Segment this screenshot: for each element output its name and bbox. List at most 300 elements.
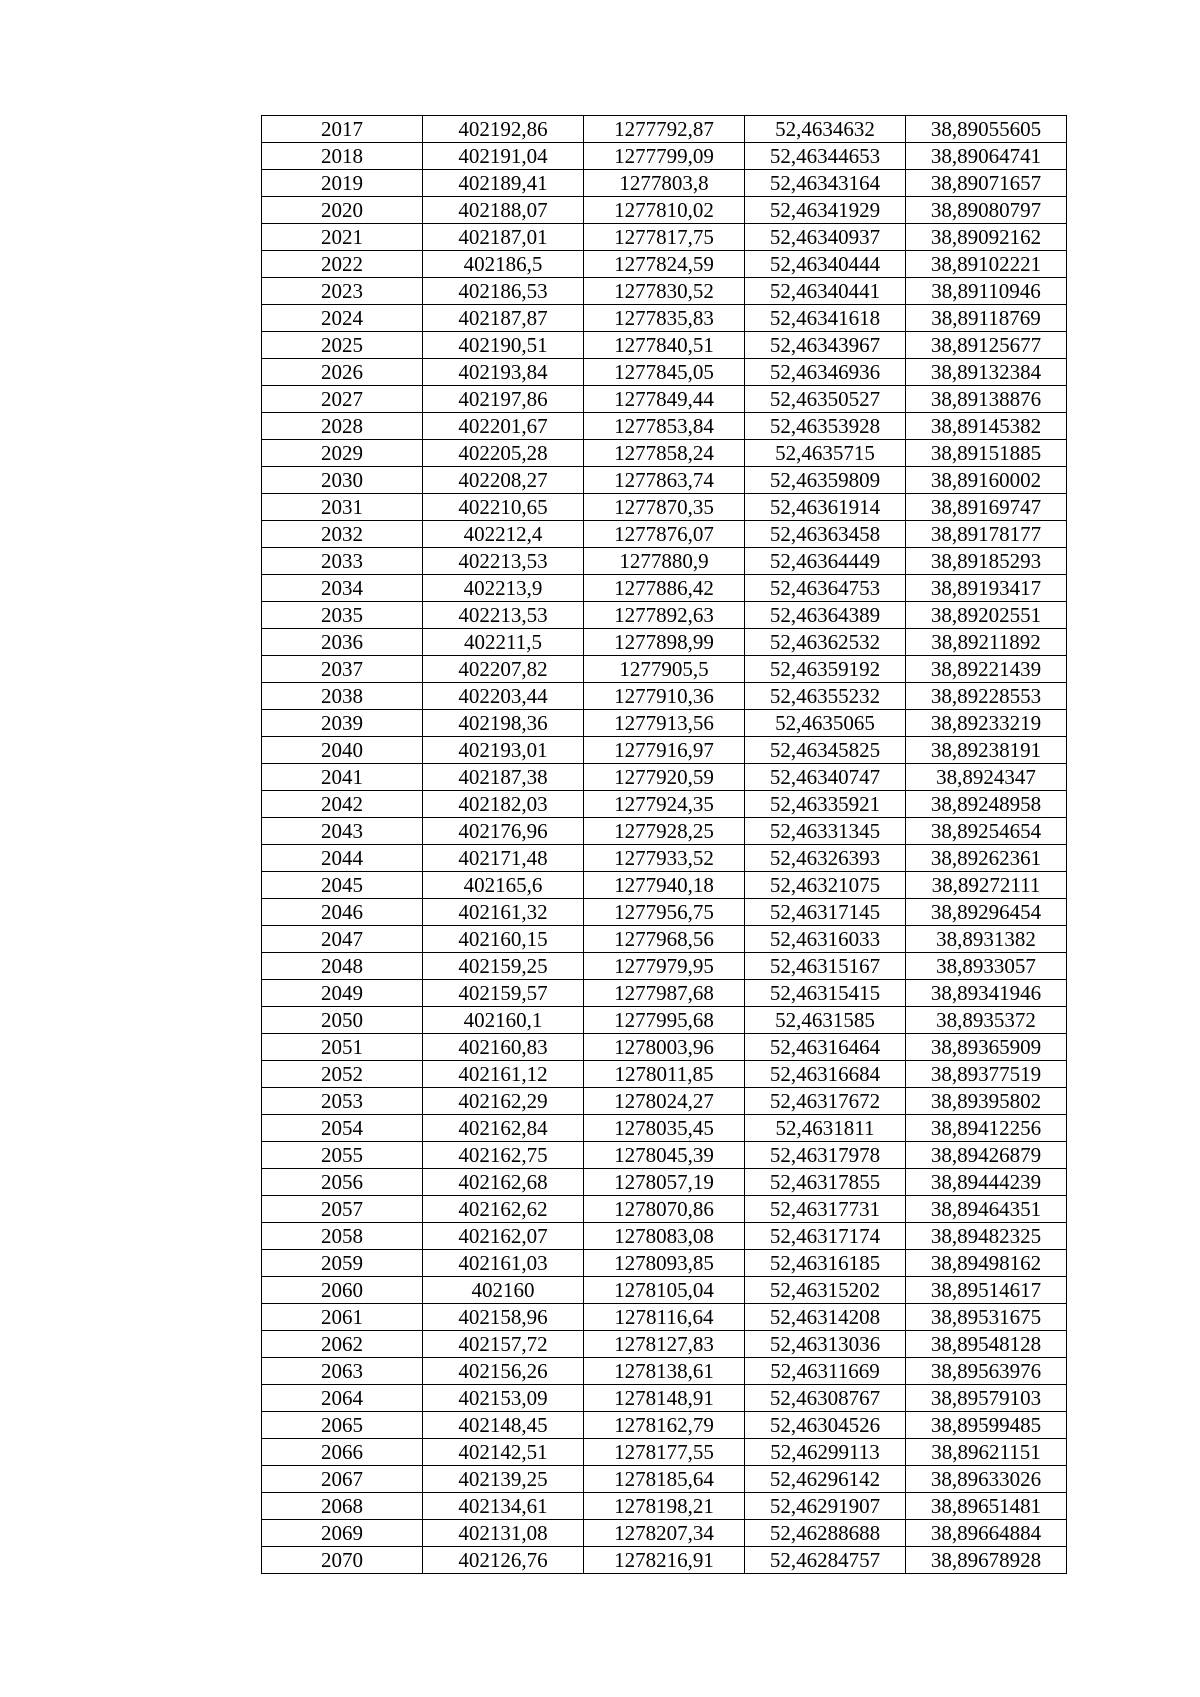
latitude-cell: 52,46341618 [745,305,906,332]
table-row [262,656,1067,683]
longitude-cell: 38,89633026 [906,1466,1067,1493]
latitude-cell: 52,46364753 [745,575,906,602]
point-number-cell: 2056 [262,1169,423,1196]
longitude-cell: 38,89211892 [906,629,1067,656]
x-coordinate-cell: 402157,72 [423,1331,584,1358]
y-coordinate-cell: 1278003,96 [584,1034,745,1061]
table-row [262,1385,1067,1412]
point-number-cell: 2064 [262,1385,423,1412]
table-row [262,440,1067,467]
x-coordinate-cell: 402153,09 [423,1385,584,1412]
x-coordinate-cell: 402162,29 [423,1088,584,1115]
x-coordinate-cell: 402193,84 [423,359,584,386]
y-coordinate-cell: 1277910,36 [584,683,745,710]
point-number-cell: 2023 [262,278,423,305]
longitude-cell: 38,89563976 [906,1358,1067,1385]
latitude-cell: 52,46291907 [745,1493,906,1520]
x-coordinate-cell: 402148,45 [423,1412,584,1439]
table-row [262,521,1067,548]
y-coordinate-cell: 1277916,97 [584,737,745,764]
latitude-cell: 52,46346936 [745,359,906,386]
table-row [262,575,1067,602]
latitude-cell: 52,46355232 [745,683,906,710]
x-coordinate-cell: 402162,84 [423,1115,584,1142]
table-row [262,467,1067,494]
latitude-cell: 52,46353928 [745,413,906,440]
point-number-cell: 2068 [262,1493,423,1520]
point-number-cell: 2039 [262,710,423,737]
table-row [262,818,1067,845]
y-coordinate-cell: 1277924,35 [584,791,745,818]
table-row [262,251,1067,278]
x-coordinate-cell: 402126,76 [423,1547,584,1574]
longitude-cell: 38,89395802 [906,1088,1067,1115]
x-coordinate-cell: 402171,48 [423,845,584,872]
latitude-cell: 52,46316185 [745,1250,906,1277]
x-coordinate-cell: 402162,07 [423,1223,584,1250]
latitude-cell: 52,46313036 [745,1331,906,1358]
latitude-cell: 52,46341929 [745,197,906,224]
latitude-cell: 52,46335921 [745,791,906,818]
latitude-cell: 52,46284757 [745,1547,906,1574]
latitude-cell: 52,46314208 [745,1304,906,1331]
point-number-cell: 2063 [262,1358,423,1385]
longitude-cell: 38,89444239 [906,1169,1067,1196]
table-row [262,764,1067,791]
latitude-cell: 52,46316684 [745,1061,906,1088]
latitude-cell: 52,46345825 [745,737,906,764]
latitude-cell: 52,46317978 [745,1142,906,1169]
table-row [262,899,1067,926]
table-row [262,494,1067,521]
longitude-cell: 38,89678928 [906,1547,1067,1574]
table-row [262,1223,1067,1250]
point-number-cell: 2024 [262,305,423,332]
latitude-cell: 52,46361914 [745,494,906,521]
x-coordinate-cell: 402188,07 [423,197,584,224]
longitude-cell: 38,89248958 [906,791,1067,818]
point-number-cell: 2037 [262,656,423,683]
longitude-cell: 38,89482325 [906,1223,1067,1250]
latitude-cell: 52,46340441 [745,278,906,305]
x-coordinate-cell: 402162,68 [423,1169,584,1196]
latitude-cell: 52,46316464 [745,1034,906,1061]
point-number-cell: 2046 [262,899,423,926]
point-number-cell: 2035 [262,602,423,629]
table-row [262,1034,1067,1061]
table-row [262,1277,1067,1304]
y-coordinate-cell: 1277863,74 [584,467,745,494]
latitude-cell: 52,46317672 [745,1088,906,1115]
longitude-cell: 38,8924347 [906,764,1067,791]
point-number-cell: 2045 [262,872,423,899]
x-coordinate-cell: 402198,36 [423,710,584,737]
latitude-cell: 52,46359809 [745,467,906,494]
table-row [262,386,1067,413]
longitude-cell: 38,89202551 [906,602,1067,629]
longitude-cell: 38,89599485 [906,1412,1067,1439]
y-coordinate-cell: 1277824,59 [584,251,745,278]
x-coordinate-cell: 402192,86 [423,116,584,143]
longitude-cell: 38,89548128 [906,1331,1067,1358]
x-coordinate-cell: 402158,96 [423,1304,584,1331]
latitude-cell: 52,46326393 [745,845,906,872]
point-number-cell: 2028 [262,413,423,440]
latitude-cell: 52,46288688 [745,1520,906,1547]
table-row [262,872,1067,899]
latitude-cell: 52,46363458 [745,521,906,548]
latitude-cell: 52,46317174 [745,1223,906,1250]
longitude-cell: 38,89064741 [906,143,1067,170]
point-number-cell: 2034 [262,575,423,602]
table-row [262,845,1067,872]
longitude-cell: 38,89498162 [906,1250,1067,1277]
longitude-cell: 38,89185293 [906,548,1067,575]
y-coordinate-cell: 1277792,87 [584,116,745,143]
y-coordinate-cell: 1278070,86 [584,1196,745,1223]
y-coordinate-cell: 1277920,59 [584,764,745,791]
point-number-cell: 2017 [262,116,423,143]
x-coordinate-cell: 402162,75 [423,1142,584,1169]
y-coordinate-cell: 1277956,75 [584,899,745,926]
longitude-cell: 38,89426879 [906,1142,1067,1169]
y-coordinate-cell: 1277880,9 [584,548,745,575]
table-row [262,1466,1067,1493]
y-coordinate-cell: 1277905,5 [584,656,745,683]
latitude-cell: 52,46340444 [745,251,906,278]
table-row [262,1358,1067,1385]
table-row [262,413,1067,440]
point-number-cell: 2027 [262,386,423,413]
latitude-cell: 52,46317731 [745,1196,906,1223]
x-coordinate-cell: 402160 [423,1277,584,1304]
y-coordinate-cell: 1277876,07 [584,521,745,548]
longitude-cell: 38,89254654 [906,818,1067,845]
latitude-cell: 52,46308767 [745,1385,906,1412]
y-coordinate-cell: 1278024,27 [584,1088,745,1115]
longitude-cell: 38,8935372 [906,1007,1067,1034]
point-number-cell: 2044 [262,845,423,872]
y-coordinate-cell: 1277913,56 [584,710,745,737]
table-row [262,1493,1067,1520]
table-row [262,926,1067,953]
longitude-cell: 38,89102221 [906,251,1067,278]
point-number-cell: 2057 [262,1196,423,1223]
point-number-cell: 2067 [262,1466,423,1493]
latitude-cell: 52,46362532 [745,629,906,656]
point-number-cell: 2052 [262,1061,423,1088]
longitude-cell: 38,89110946 [906,278,1067,305]
latitude-cell: 52,46364389 [745,602,906,629]
longitude-cell: 38,89579103 [906,1385,1067,1412]
x-coordinate-cell: 402139,25 [423,1466,584,1493]
table-row [262,305,1067,332]
longitude-cell: 38,89151885 [906,440,1067,467]
x-coordinate-cell: 402210,65 [423,494,584,521]
table-row [262,359,1067,386]
x-coordinate-cell: 402160,1 [423,1007,584,1034]
coordinates-table-body [262,116,1067,1574]
longitude-cell: 38,89193417 [906,575,1067,602]
table-row [262,1196,1067,1223]
point-number-cell: 2055 [262,1142,423,1169]
y-coordinate-cell: 1277940,18 [584,872,745,899]
point-number-cell: 2032 [262,521,423,548]
point-number-cell: 2025 [262,332,423,359]
longitude-cell: 38,89238191 [906,737,1067,764]
latitude-cell: 52,46316033 [745,926,906,953]
point-number-cell: 2043 [262,818,423,845]
point-number-cell: 2041 [262,764,423,791]
x-coordinate-cell: 402176,96 [423,818,584,845]
x-coordinate-cell: 402213,53 [423,602,584,629]
point-number-cell: 2030 [262,467,423,494]
latitude-cell: 52,4631585 [745,1007,906,1034]
point-number-cell: 2020 [262,197,423,224]
y-coordinate-cell: 1278011,85 [584,1061,745,1088]
table-row [262,1412,1067,1439]
table-row [262,332,1067,359]
x-coordinate-cell: 402205,28 [423,440,584,467]
point-number-cell: 2021 [262,224,423,251]
table-row [262,1142,1067,1169]
table-row [262,170,1067,197]
table-row [262,1439,1067,1466]
point-number-cell: 2047 [262,926,423,953]
x-coordinate-cell: 402159,57 [423,980,584,1007]
y-coordinate-cell: 1277870,35 [584,494,745,521]
longitude-cell: 38,89178177 [906,521,1067,548]
y-coordinate-cell: 1277886,42 [584,575,745,602]
y-coordinate-cell: 1277830,52 [584,278,745,305]
point-number-cell: 2019 [262,170,423,197]
point-number-cell: 2038 [262,683,423,710]
point-number-cell: 2022 [262,251,423,278]
y-coordinate-cell: 1277817,75 [584,224,745,251]
table-row [262,1547,1067,1574]
table-row [262,602,1067,629]
x-coordinate-cell: 402186,5 [423,251,584,278]
latitude-cell: 52,46344653 [745,143,906,170]
y-coordinate-cell: 1278045,39 [584,1142,745,1169]
latitude-cell: 52,46315415 [745,980,906,1007]
y-coordinate-cell: 1277810,02 [584,197,745,224]
y-coordinate-cell: 1277858,24 [584,440,745,467]
table-row [262,791,1067,818]
y-coordinate-cell: 1277799,09 [584,143,745,170]
latitude-cell: 52,46364449 [745,548,906,575]
longitude-cell: 38,89080797 [906,197,1067,224]
x-coordinate-cell: 402189,41 [423,170,584,197]
y-coordinate-cell: 1278057,19 [584,1169,745,1196]
y-coordinate-cell: 1277995,68 [584,1007,745,1034]
table-row [262,683,1067,710]
longitude-cell: 38,8933057 [906,953,1067,980]
table-row [262,143,1067,170]
longitude-cell: 38,89272111 [906,872,1067,899]
point-number-cell: 2066 [262,1439,423,1466]
point-number-cell: 2033 [262,548,423,575]
longitude-cell: 38,89160002 [906,467,1067,494]
longitude-cell: 38,89071657 [906,170,1067,197]
latitude-cell: 52,4634632 [745,116,906,143]
x-coordinate-cell: 402187,01 [423,224,584,251]
longitude-cell: 38,89092162 [906,224,1067,251]
y-coordinate-cell: 1278138,61 [584,1358,745,1385]
table-row [262,953,1067,980]
point-number-cell: 2042 [262,791,423,818]
y-coordinate-cell: 1278148,91 [584,1385,745,1412]
longitude-cell: 38,89341946 [906,980,1067,1007]
y-coordinate-cell: 1278198,21 [584,1493,745,1520]
x-coordinate-cell: 402161,03 [423,1250,584,1277]
longitude-cell: 38,89464351 [906,1196,1067,1223]
longitude-cell: 38,89125677 [906,332,1067,359]
table-row [262,980,1067,1007]
x-coordinate-cell: 402187,87 [423,305,584,332]
x-coordinate-cell: 402187,38 [423,764,584,791]
table-row [262,116,1067,143]
y-coordinate-cell: 1277979,95 [584,953,745,980]
x-coordinate-cell: 402142,51 [423,1439,584,1466]
point-number-cell: 2031 [262,494,423,521]
point-number-cell: 2054 [262,1115,423,1142]
point-number-cell: 2051 [262,1034,423,1061]
longitude-cell: 38,89118769 [906,305,1067,332]
y-coordinate-cell: 1278207,34 [584,1520,745,1547]
longitude-cell: 38,89138876 [906,386,1067,413]
point-number-cell: 2018 [262,143,423,170]
y-coordinate-cell: 1278083,08 [584,1223,745,1250]
x-coordinate-cell: 402213,53 [423,548,584,575]
y-coordinate-cell: 1278177,55 [584,1439,745,1466]
point-number-cell: 2060 [262,1277,423,1304]
x-coordinate-cell: 402191,04 [423,143,584,170]
longitude-cell: 38,89651481 [906,1493,1067,1520]
y-coordinate-cell: 1277892,63 [584,602,745,629]
longitude-cell: 38,89221439 [906,656,1067,683]
latitude-cell: 52,4631811 [745,1115,906,1142]
latitude-cell: 52,46299113 [745,1439,906,1466]
coordinates-table [261,115,1067,1574]
x-coordinate-cell: 402190,51 [423,332,584,359]
point-number-cell: 2059 [262,1250,423,1277]
table-row [262,278,1067,305]
longitude-cell: 38,89145382 [906,413,1067,440]
x-coordinate-cell: 402165,6 [423,872,584,899]
x-coordinate-cell: 402201,67 [423,413,584,440]
latitude-cell: 52,46340937 [745,224,906,251]
latitude-cell: 52,46343967 [745,332,906,359]
longitude-cell: 38,89228553 [906,683,1067,710]
latitude-cell: 52,46340747 [745,764,906,791]
longitude-cell: 38,89412256 [906,1115,1067,1142]
y-coordinate-cell: 1277898,99 [584,629,745,656]
table-row [262,629,1067,656]
latitude-cell: 52,4635065 [745,710,906,737]
x-coordinate-cell: 402182,03 [423,791,584,818]
x-coordinate-cell: 402212,4 [423,521,584,548]
y-coordinate-cell: 1277845,05 [584,359,745,386]
latitude-cell: 52,46317145 [745,899,906,926]
x-coordinate-cell: 402161,12 [423,1061,584,1088]
longitude-cell: 38,89514617 [906,1277,1067,1304]
longitude-cell: 38,89296454 [906,899,1067,926]
point-number-cell: 2048 [262,953,423,980]
x-coordinate-cell: 402186,53 [423,278,584,305]
longitude-cell: 38,89233219 [906,710,1067,737]
latitude-cell: 52,46343164 [745,170,906,197]
x-coordinate-cell: 402134,61 [423,1493,584,1520]
longitude-cell: 38,89531675 [906,1304,1067,1331]
y-coordinate-cell: 1277933,52 [584,845,745,872]
x-coordinate-cell: 402208,27 [423,467,584,494]
y-coordinate-cell: 1278116,64 [584,1304,745,1331]
y-coordinate-cell: 1278162,79 [584,1412,745,1439]
table-row [262,1520,1067,1547]
x-coordinate-cell: 402211,5 [423,629,584,656]
y-coordinate-cell: 1277853,84 [584,413,745,440]
x-coordinate-cell: 402203,44 [423,683,584,710]
point-number-cell: 2050 [262,1007,423,1034]
point-number-cell: 2061 [262,1304,423,1331]
point-number-cell: 2053 [262,1088,423,1115]
y-coordinate-cell: 1278127,83 [584,1331,745,1358]
point-number-cell: 2058 [262,1223,423,1250]
latitude-cell: 52,46315202 [745,1277,906,1304]
table-row [262,197,1067,224]
latitude-cell: 52,46331345 [745,818,906,845]
latitude-cell: 52,46304526 [745,1412,906,1439]
longitude-cell: 38,89055605 [906,116,1067,143]
x-coordinate-cell: 402197,86 [423,386,584,413]
point-number-cell: 2062 [262,1331,423,1358]
table-row [262,737,1067,764]
table-row [262,1304,1067,1331]
table-row [262,710,1067,737]
latitude-cell: 52,4635715 [745,440,906,467]
point-number-cell: 2029 [262,440,423,467]
longitude-cell: 38,89664884 [906,1520,1067,1547]
latitude-cell: 52,46350527 [745,386,906,413]
y-coordinate-cell: 1278093,85 [584,1250,745,1277]
point-number-cell: 2040 [262,737,423,764]
y-coordinate-cell: 1278216,91 [584,1547,745,1574]
latitude-cell: 52,46311669 [745,1358,906,1385]
latitude-cell: 52,46317855 [745,1169,906,1196]
point-number-cell: 2069 [262,1520,423,1547]
latitude-cell: 52,46359192 [745,656,906,683]
y-coordinate-cell: 1278105,04 [584,1277,745,1304]
table-row [262,1007,1067,1034]
table-row [262,224,1067,251]
table-row [262,1061,1067,1088]
x-coordinate-cell: 402131,08 [423,1520,584,1547]
y-coordinate-cell: 1277840,51 [584,332,745,359]
table-row [262,1331,1067,1358]
longitude-cell: 38,8931382 [906,926,1067,953]
table-row [262,1115,1067,1142]
y-coordinate-cell: 1277803,8 [584,170,745,197]
table-row [262,1169,1067,1196]
y-coordinate-cell: 1277987,68 [584,980,745,1007]
x-coordinate-cell: 402213,9 [423,575,584,602]
x-coordinate-cell: 402156,26 [423,1358,584,1385]
x-coordinate-cell: 402159,25 [423,953,584,980]
x-coordinate-cell: 402160,83 [423,1034,584,1061]
point-number-cell: 2036 [262,629,423,656]
y-coordinate-cell: 1277849,44 [584,386,745,413]
